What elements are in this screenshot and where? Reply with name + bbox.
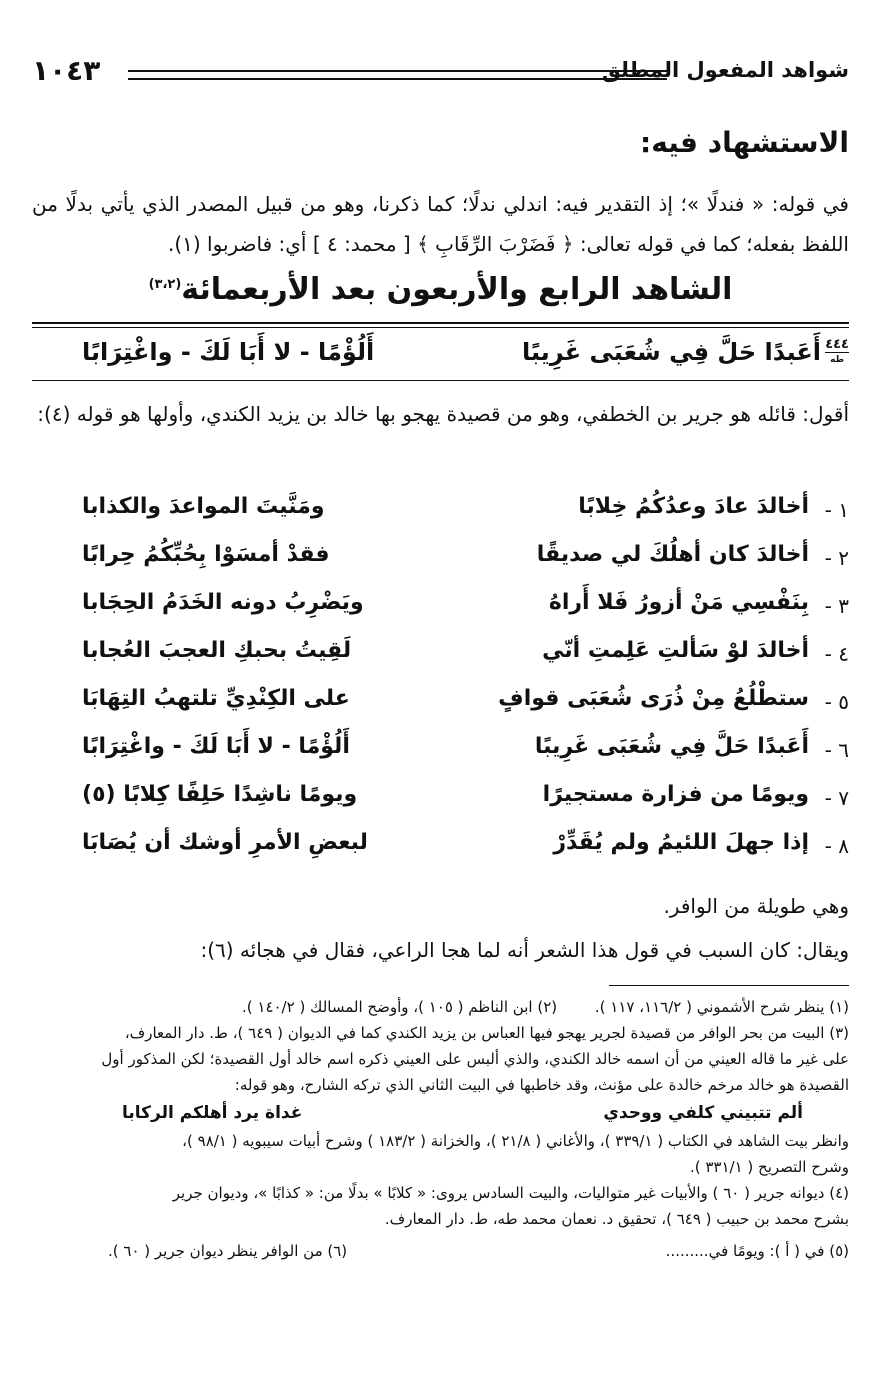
meter-text: وهي طويلة من الوافر. [663,894,849,918]
verse-remark: طه [825,352,849,367]
first-hemistich: إذا جهلَ اللئيمُ ولم يُقَدِّرْ [553,830,809,855]
footnotes [32,994,849,1264]
second-hemistich: أَلُؤْمًا - لا أَبَا لَكَ - واغْتِرَابًا [82,734,350,759]
first-hemistich: أخالدَ كان أهلُكَ لي صديقًا [536,542,809,567]
page-number: ١٠٤٣ [32,54,101,87]
second-hemistich: لَقِيتُ بحبكِ العجبَ العُجابا [82,638,352,663]
poem-line [32,686,849,734]
verse-number [825,338,849,367]
footnote-3-line: على غير ما قاله العيني من أن اسمه خالد الكندي، والذي ألبس على العيني ذكره اسم خالد أول القصيدة؛ لكن المذكور أول [101,1050,849,1068]
cause-paragraph [32,930,849,970]
footnote-2: (٢) ابن الناظم ( ١٠٥ )، وأوضح المسالك ( ١٤٠/٢ ). [242,998,558,1016]
header-rule [128,70,667,80]
poem-line-number: ٥ - [824,690,849,714]
poem [32,494,849,878]
poem-line [32,590,849,638]
footnote-6: (٦) من الوافر ينظر ديوان جرير ( ٦٠ ). [108,1242,348,1260]
section-heading: الاستشهاد فيه: [640,126,849,159]
footnote-3-verse [32,1098,849,1128]
first-hemistich: أخالدَ عادَ وعدُكُمُ خِلابًا [578,494,809,519]
shahid-title: الشاهد الرابع والأربعون بعد الأربعمائة [181,272,733,307]
footnote-5: (٥) في ( أ ): ويومًا في......... [665,1242,849,1260]
first-hemistich: ستطْلُعُ مِنْ ذُرَى شُعَبَى قوافٍ [498,686,809,711]
footnote-line [32,994,849,1020]
footnote-3-line: وانظر بيت الشاهد في الكتاب ( ٣٣٩/١ )، والأغاني ( ٢١/٨ )، والخزانة ( ١٨٣/٢ ) وشرح أبيات سيبويه ( ٩٨/١ )، [182,1132,849,1150]
poem-line [32,830,849,878]
second-hemistich: ويَضْرِبُ دونه الخَدَمُ الحِجَابا [82,590,364,615]
aqul-text: أقول: قائله هو جرير بن الخطفي، وهو من قصيدة يهجو بها خالد بن يزيد الكندي، وأولها هو قوله (٤): [37,402,849,426]
second-hemistich: ومَنَّيتَ المواعدَ والكذابا [82,494,325,519]
poem-line-number: ٣ - [824,594,849,618]
footnote-verse-first-hemistich: ألم تتبيني كلفي ووحدي [603,1103,803,1123]
shahid-footnote-marker: (٣،٢) [148,277,182,292]
second-hemistich: لبعضِ الأمرِ أوشك أن يُصَابَا [82,830,368,855]
poem-line-number: ١ - [824,498,849,522]
first-hemistich: بِنَفْسِي مَنْ أزورُ فَلا أَراهُ [548,590,809,615]
second-hemistich: فقدْ أمسَوْا بِحُبِّكُمُ حِرابًا [82,542,330,567]
running-title: شواهد المفعول المطلق [602,58,849,82]
verse-number-value: ٤٤٤ [825,337,849,352]
verse-second-hemistich: أَلُؤْمًا - لا أَبَا لَكَ - واغْتِرَابًا [82,338,375,366]
footnote-1: (١) ينظر شرح الأشموني ( ١١٦/٢، ١١٧ ). [594,998,849,1016]
istishhad-text: في قوله: « فندلًا »؛ إذ التقدير فيه: اندلي ندلًا؛ كما ذكرنا، وهو من قبيل المصدر الذي يأتي بدلًا من اللفظ بفعله؛ كما في قوله تعالى: ﴿ فَضَرْبَ الرِّقَابِ ﴾ [ محمد: ٤ ] أي: فاضربوا (١). [32,192,849,256]
footnote-separator [609,985,849,986]
poem-line-number: ٧ - [824,786,849,810]
page-header [32,54,849,90]
footnote-verse-second-hemistich: غداة يرد أهلكم الركابا [122,1103,303,1123]
cause-text: ويقال: كان السبب في قول هذا الشعر أنه لما هجا الراعي، فقال في هجائه (٦): [200,938,849,962]
verse-first-hemistich: أَعَبدًا حَلَّ فِي شُعَبَى غَرِيبًا [521,338,821,366]
shahid-heading [32,272,849,307]
poem-line [32,494,849,542]
aqul-paragraph [32,394,849,434]
poem-line-number: ٤ - [824,642,849,666]
footnote-4-line: (٤) ديوانه جرير ( ٦٠ ) والأبيات غير متواليات، والبيت السادس يروى: « كلابًا » بدلًا من: « كذابًا »، وديوان جرير [172,1184,849,1202]
meter-paragraph [32,886,849,926]
footnote-line [32,1238,849,1264]
poem-line [32,638,849,686]
footnote-3-line: (٣) البيت من بحر الوافر من قصيدة لجرير يهجو فيها العباس بن يزيد الكندي كما في الديوان ( ٦٤٩ )، ط. دار المعارف، [124,1024,849,1042]
poem-line-number: ٨ - [824,834,849,858]
first-hemistich: أخالدَ لوْ سَألتِ عَلِمتِ أنّي [542,638,809,663]
poem-line [32,782,849,830]
footnote-3 [32,1020,849,1180]
poem-line-number: ٦ - [824,738,849,762]
poem-line-number: ٢ - [824,546,849,570]
footnote-3-line: القصيدة هو خالد مرخم خالدة على مؤنث، وقد خاطبها في البيت الثاني الذي تركه الشارح، وهو قوله: [234,1076,849,1094]
shahid-verse-box [32,322,849,381]
poem-line [32,542,849,590]
poem-line [32,734,849,782]
book-page [32,0,849,1387]
istishhad-paragraph [32,184,849,264]
footnote-4-line: بشرح محمد بن حبيب ( ٦٤٩ )، تحقيق د. نعمان محمد طه، ط. دار المعارف. [384,1210,849,1228]
first-hemistich: أَعَبدًا حَلَّ فِي شُعَبَى غَرِيبًا [534,734,809,759]
footnote-4 [32,1180,849,1232]
footnote-3-line: وشرح التصريح ( ٣٣١/١ ). [689,1158,849,1176]
second-hemistich: ويومًا ناشِدًا حَلِفًا كِلابًا (٥) [82,782,358,807]
first-hemistich: ويومًا من فزارة مستجيرًا [542,782,809,807]
second-hemistich: على الكِنْدِيِّ تلتهبُ التِهَابَا [82,686,350,711]
